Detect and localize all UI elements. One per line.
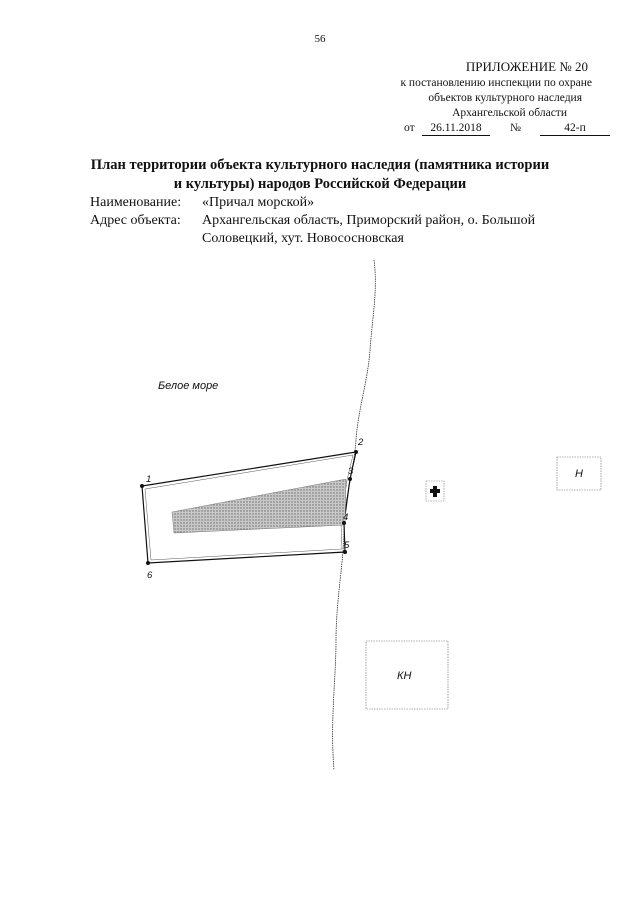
pier-object: [172, 479, 349, 533]
vertex-label-1: 1: [146, 474, 152, 485]
address-line-2: Соловецкий, хут. Новососновская: [202, 231, 404, 246]
vertex-3: [348, 477, 352, 481]
title-line-1: План территории объекта культурного наследия (памятника истории: [90, 157, 550, 173]
vertex-label-2: 2: [358, 437, 364, 448]
building-kn-label: КН: [397, 670, 412, 682]
vertex-label-6: 6: [147, 570, 153, 581]
church-symbol: [426, 481, 444, 501]
appendix-title: ПРИЛОЖЕНИЕ № 20: [465, 59, 588, 74]
territory-map: [0, 250, 640, 850]
page-number: 56: [314, 33, 326, 45]
building-kn: [366, 641, 448, 709]
vertex-label-4: 4: [343, 512, 349, 523]
sea-label: Белое море: [158, 380, 219, 392]
cross-icon: [430, 486, 440, 497]
decree-date: 26.11.2018: [422, 122, 490, 136]
vertex-2: [354, 450, 358, 454]
date-prefix: от: [404, 122, 415, 134]
appendix-line-3: Архангельской области: [452, 107, 567, 119]
number-prefix: №: [510, 122, 521, 134]
address-label: Адрес объекта:: [90, 213, 181, 228]
building-n: [557, 457, 601, 490]
name-label: Наименование:: [90, 195, 182, 210]
vertex-6: [146, 561, 150, 565]
appendix-line-1: к постановлению инспекции по охране: [400, 77, 592, 89]
decree-number: 42-п: [540, 122, 610, 136]
building-n-label: Н: [575, 468, 583, 480]
vertex-1: [140, 484, 144, 488]
address-line-1: Архангельская область, Приморский район, о. Большой: [202, 213, 536, 228]
title-line-2: и культуры) народов Российской Федерации: [173, 176, 467, 192]
vertex-label-5: 5: [344, 540, 350, 551]
appendix-line-2: объектов культурного наследия: [428, 92, 582, 104]
name-value: «Причал морской»: [202, 195, 315, 210]
vertex-label-3: 3: [348, 466, 354, 477]
document-title: [0, 156, 640, 194]
